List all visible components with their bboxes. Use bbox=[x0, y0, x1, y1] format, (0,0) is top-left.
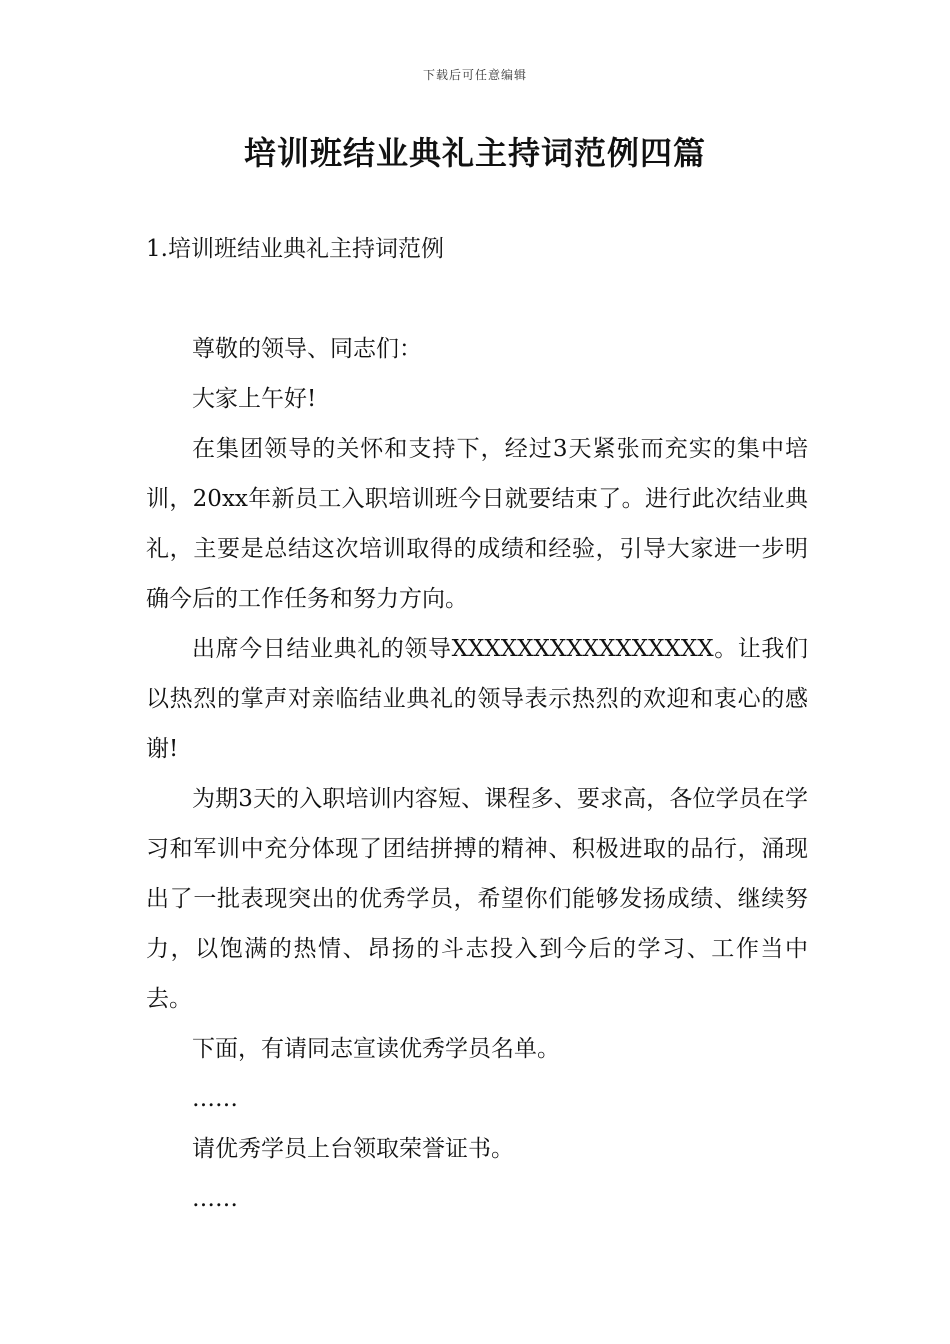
paragraph-ellipsis: …… bbox=[192, 1086, 238, 1112]
section-heading: 1.培训班结业典礼主持词范例 bbox=[146, 236, 444, 262]
paragraph: 出席今日结业典礼的领导XXXXXXXXXXXXXXXX。让我们以热烈的掌声对亲临结业典礼的领导表示热烈的欢迎和衷心的感谢! bbox=[146, 636, 808, 762]
paragraph: 为期3天的入职培训内容短、课程多、要求高，各位学员在学习和军训中充分体现了团结拼搏的精神、积极进取的品行，涌现出了一批表现突出的优秀学员，希望你们能够发扬成绩、继续努力，以饱满的热情、昂扬的斗志投入到今后的学习、工作当中去。 bbox=[146, 786, 808, 1012]
document-title: 培训班结业典礼主持词范例四篇 bbox=[243, 134, 706, 172]
paragraph-salutation: 尊敬的领导、同志们： bbox=[192, 336, 422, 362]
paragraph: 在集团领导的关怀和支持下，经过3天紧张而充实的集中培训，20xx年新员工入职培训班今日就要结束了。进行此次结业典礼，主要是总结这次培训取得的成绩和经验，引导大家进一步明确今后的工作任务和努力方向。 bbox=[146, 436, 808, 612]
document-body bbox=[146, 324, 808, 1224]
paragraph-ellipsis: …… bbox=[192, 1186, 238, 1212]
header-note: 下载后可任意编辑 bbox=[422, 68, 527, 82]
paragraph: 下面，有请同志宣读优秀学员名单。 bbox=[192, 1036, 560, 1062]
paragraph-greeting: 大家上午好! bbox=[192, 386, 317, 412]
paragraph: 请优秀学员上台领取荣誉证书。 bbox=[192, 1136, 514, 1162]
